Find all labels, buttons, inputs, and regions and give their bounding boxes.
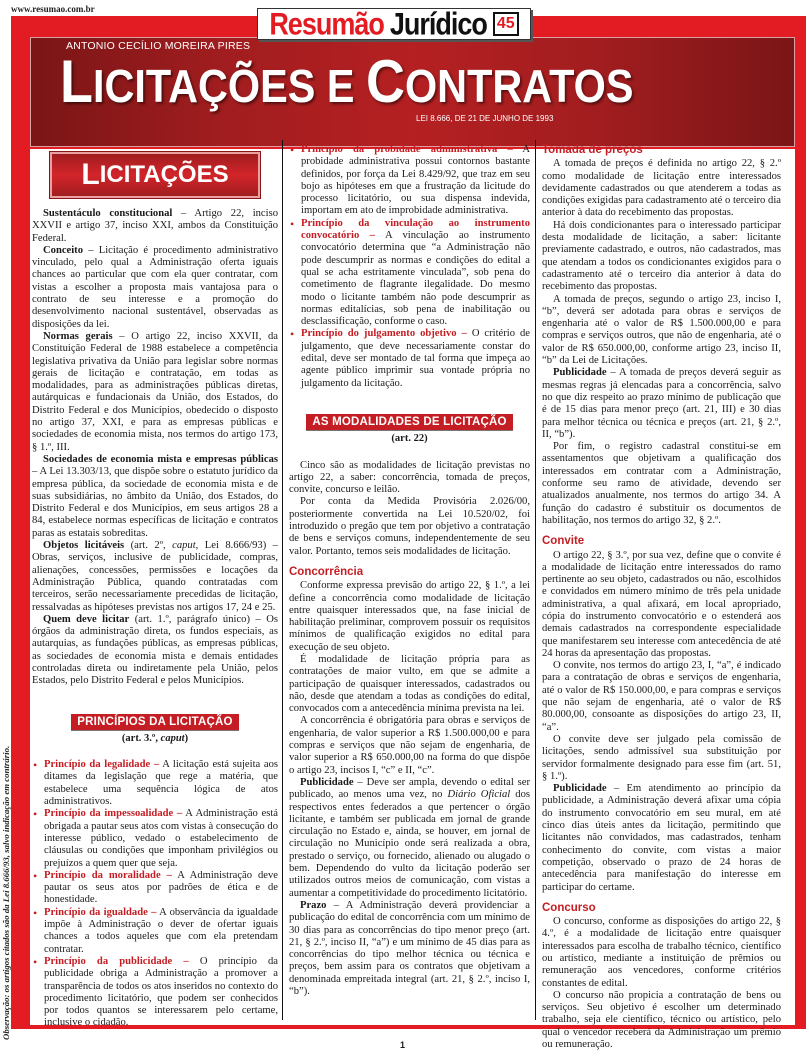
paragraph: O convite, nos termos do artigo 23, I, “a”, é indicado para a contratação de obras e serviços de engenharia, até o valor de R$ 150.000,00, e para compras e serviços que não sejam de engenharia, até o valor de R$ 80.000,00, consoante as disposições do artigo 23, II, “a”. — [542, 660, 781, 733]
paragraph-text: (art. 2º, — [124, 540, 173, 552]
term: Publicidade — [300, 776, 354, 788]
page-number: 1 — [400, 1040, 406, 1050]
author-name: ANTONIO CECÍLIO MOREIRA PIRES — [66, 40, 251, 52]
modalidades-caption: (art. 22) — [391, 433, 428, 445]
italic-term: Diário Oficial — [447, 789, 511, 801]
list-item — [32, 870, 278, 907]
paragraph: Por fim, o registro cadastral constitui-se em assentamentos que objetivam a qualificação dos interessados em contratar com a Administração, conforme seu ramo de atividade, devendo ser atualizados anualmente, nos termos do artigo 34. A função do cadastro é substituir os documentos de habilitação, nos termos do artigo 32, § 2.º. — [542, 441, 781, 526]
paragraph-objetos — [32, 540, 278, 614]
title-rest-2: ONTRATOS — [404, 60, 634, 112]
principle-text: A licitação está sujeita aos ditames da legislação que rege a matéria, que estabelece uma sequência lógica de atos administrativos. — [44, 759, 278, 808]
paragraph-publicidade — [542, 367, 781, 441]
list-item — [289, 328, 530, 389]
subheading-concurso: Concurso — [542, 901, 596, 914]
list-item — [32, 907, 278, 956]
paragraph-text: – Deve ser ampla, devendo o edital ser publicado, ao menos uma vez, no — [289, 776, 530, 801]
paragraph: Conforme expressa previsão do artigo 22, § 1.º, a lei define a concorrência como modalidade de licitação entre quaisquer interessados que, na fase inicial de habilitação preliminar, comprovem possuir os requisitos mínimos de qualificação exigidos no edital para execução de seu objeto. — [289, 580, 530, 653]
paragraph-publicidade — [289, 777, 530, 900]
modalidades-intro: Cinco são as modalidades de licitação previstas no artigo 22, a saber: concorrência, tomada de preços, convite, concurso e leilão. — [289, 459, 530, 496]
column-divider — [535, 140, 536, 1020]
paragraph-text: – A Lei 13.303/13, que dispõe sobre o estatuto jurídico da empresa pública, da sociedade de economia mista e de suas subsidiárias, no âmbito da União, dos Estados, do Distrito Federal e dos Municípios, em seus artigos 28 a 84, estabelece normas específicas de licitação e contratos paras as estatais sobreditas. — [32, 466, 278, 539]
subheading-convite: Convite — [542, 535, 585, 548]
principle-text: A probidade administrativa possui contornos bastante definidos, por força da Lei 8.429/92, que traz em seu bojo as hipóteses em que a frustração da licitude do processo licitatório, ou sua dispensa indevida, importam em ato de improbidade administrativa. — [301, 144, 530, 217]
issue-number: 45 — [493, 12, 519, 36]
caption-italic: caput — [160, 732, 185, 744]
paragraph-conceito — [32, 245, 278, 331]
paragraph-publicidade — [542, 783, 781, 894]
principle-text: O princípio da publicidade obriga a Administração a promover a transparência de todos os atos inseridos no contexto do procedimento licitatório, que podem ser conhecidos por todos quantos se interessarem pelo certame, inclusive o cidadão. — [44, 955, 278, 1029]
principles-list — [32, 759, 278, 1030]
term: Sustentáculo constitucional — [43, 208, 173, 219]
paragraph-sustentaculo — [32, 208, 278, 245]
caption-text: ) — [184, 732, 189, 744]
principle-term: Princípio da igualdade – — [44, 906, 157, 918]
paragraph: A concorrência é obrigatória para obras e serviços de engenharia, de valor superior a R$ 1.500.000,00 e para compras e serviços que não sejam de engenharia, de valor superior a R$ 650.000,00 na forma do que dispõe o artigo 23, incisos I, “c” e II, “c”. — [289, 715, 530, 776]
subheading-concorrencia: Concorrência — [289, 565, 364, 578]
paragraph-text: – Artigo 22, inciso XXVII e artigo 37, inciso XXI, ambos da Constituição Federal. — [32, 208, 278, 244]
logo-resumao: Resumão — [269, 6, 384, 41]
paragraph: O convite deve ser julgado pela comissão de licitações, sendo admissível sua substituição por servidor formalmente designado para esse fim (art. 51, § 1.º). — [542, 733, 781, 782]
paragraph-normas-gerais — [32, 331, 278, 454]
principle-term: Princípio da impessoalidade – — [44, 808, 183, 820]
publication-logo — [257, 8, 531, 40]
principle-text: O critério de julgamento, que deve necessariamente constar do edital, deve ser montado de tal forma que impeça ao agente público imprimir sua vontade própria no julgamento da licitação. — [301, 328, 530, 389]
term: Publicidade — [553, 783, 607, 795]
principle-text: A Administração deve pautar os seus atos por padrões de ética e de honestidade. — [44, 869, 278, 906]
paragraph: O concurso, conforme as disposições do artigo 22, § 4.º, é a modalidade de licitação entre quaisquer interessados para escolha de trabalho técnico, científico ou artístico, mediante a instituição de prêmios ou remuneração aos vencedores, conforme critérios constantes de edital. — [542, 916, 781, 989]
main-title — [60, 47, 633, 116]
principle-term: Princípio do julgamento objetivo – — [301, 328, 467, 340]
section-heading-principios: PRINCÍPIOS DA LICITAÇÃO — [71, 714, 238, 731]
title-rest-1: ICITAÇÕES E — [92, 60, 366, 112]
list-item — [289, 144, 530, 218]
paragraph: A tomada de preços, segundo o artigo 23, inciso I, “b”, deverá ser adotada para obras e serviços de engenharia até o valor de R$ 1.500.000,00 e para compras e serviços outros, que não de engenharia, até o valor de R$ 650.000,00, conforme artigo 23, inciso II, “b” da Lei de Licitações. — [542, 293, 781, 367]
paragraph: O artigo 22, § 3.º, por sua vez, define que o convite é a modalidade de licitação entre interessados do ramo pertinente ao seu objeto, cadastrados ou não, escolhidos e convidados em número mínimo de três pela unidade administrativa, a qual afixará, em local apropriado, cópia do instrumento convocatório e o estenderá aos demais cadastrados na correspondente especialidade que manifestarem seu interesse com antecedência de até 24 horas da apresentação das propostas. — [542, 549, 781, 659]
term: Prazo — [300, 899, 327, 911]
paragraph-text: dos respectivos entes federados a que pertencer o órgão licitante, e também ser publicada em jornal de grande circulação no Estado e, ainda, se houver, em jornal de circulação no Município onde será realizada a obra, prestado o serviço, ou fornecido, alienado ou alugado o bem. Dependendo do vulto da licitação poderão ser utilizados outros meios de comunicação, com vistas a aumentar a competitividade do procedimento licitatório. — [289, 789, 530, 899]
list-item — [289, 218, 530, 329]
column-divider — [282, 140, 283, 1020]
principle-term: Princípio da vinculação ao instrumento convocatório – — [301, 217, 530, 242]
principle-term: Princípio da legalidade – — [44, 759, 160, 771]
column-2 — [289, 144, 530, 998]
term: Sociedades de economia mista e empresas públicas — [43, 453, 278, 465]
paragraph: Há dois condicionantes para o interessado participar desta modalidade de licitação, a saber: licitante previamente cadastrado, e outros, não cadastrados, mas que atendam a todos os condicionantes exigidos para o cadastramento até o terceiro dia anterior à data do recebimento das propostas. — [542, 219, 781, 293]
law-reference: LEI 8.666, DE 21 DE JUNHO DE 1993 — [416, 114, 554, 123]
paragraph-prazo — [289, 900, 530, 998]
list-item — [32, 956, 278, 1030]
paragraph-text: – A Administração deverá providenciar a publicação do edital de concorrência com um mínimo de 30 dias para as concorrências do tipo menor preço (art. 21, § 2.º, inciso II, “a”) e um mínimo de 45 dias para as concorrências do tipo melhor técnica ou técnica e preços, bem assim para os contratos que objetivam a denominada empreitada integral (art. 21, § 2.º, inciso I, “b”). — [289, 899, 530, 997]
list-item — [32, 759, 278, 808]
side-note: Observação: os artigos citados são da Lei 8.666/93, salvo indicação em contrário. — [1, 745, 11, 1040]
paragraph-text: (art. 1.º, parágrafo único) – Os órgãos da administração direta, os fundos especiais, as autarquias, as fundações públicas, as empresas públicas, as sociedades de economia mista e demais entidades controladas direta ou indiretamente pela União, pelos Estados, pelo Distrito Federal e pelos Municípios. — [32, 613, 278, 687]
heading-rest: ICITAÇÕES — [99, 160, 229, 188]
caption-text: (art. 3.º, — [121, 732, 161, 744]
column-1 — [32, 144, 278, 1030]
paragraph: A tomada de preços é definida no artigo 22, § 2.º como modalidade de licitação entre interessados devidamente cadastrados ou que atenderem a todas as condições exigidas para cadastramento até o terceiro dia anterior à data do recebimento das propostas. — [542, 158, 781, 219]
principle-term: Princípio da publicidade – — [44, 955, 189, 967]
term: Normas gerais — [43, 330, 113, 342]
principle-term: Princípio da probidade administrativa – — [301, 144, 513, 155]
paragraph-text: – Em atendimento ao princípio da publicidade, a Administração deverá afixar uma cópia do instrumento convocatório em seu mural, em até cinco dias úteis antes da licitação, permitindo que licitantes não convidados, mas cadastrados, tenham conhecimento do convite, com vistas a maior competição, observado o prazo de 24 horas de antecedência para manifestação do interesse em participar do certame. — [542, 783, 781, 893]
logo-juridico: Jurídico — [389, 6, 487, 41]
principle-text: A observância da igualdade impõe à Administração o dever de ofertar iguais chances a todos aqueles que com ela pretendam contratar. — [44, 906, 278, 955]
paragraph: O concurso não propicia a contratação de bens ou serviços. Seu objetivo é escolher um determinado trabalho, seja ele científico, técnico ou artístico, pelo qual o vencedor receberá da Administração um prêmio ou remuneração. — [542, 989, 781, 1051]
italic-term: caput — [172, 540, 196, 552]
principle-text: A vinculação ao instrumento convocatório determina que “a Administração não pode descumprir as normas e condições do edital a qual se acha estritamente vinculada”, sob pena do cometimento de flagrante ilegalidade. Do mesmo modo o licitante também não pode descumprir as normas editalícias, sob pena de inabilitação ou desclassificação, conforme o caso. — [301, 230, 530, 328]
paragraph-text: – O artigo 22, inciso XXVII, da Constituição Federal de 1988 estabelece a competência legislativa privativa da União para legislar sobre normas gerais de licitação e contratação, em todas as modalidades, para as administrações públicas diretas, autárquicas e fundacionais da União, dos Estados, do Distrito Federal e dos Municípios, obedecido o disposto no artigo 37, XXI, e para as empresas públicas e sociedades de economia mista, nos termos do artigo 173, § 1.º, III. — [32, 330, 278, 453]
title-initial-l: L — [60, 48, 93, 115]
paragraph-sociedades — [32, 454, 278, 540]
paragraph-text: , Lei 8.666/93) – Obras, serviços, inclusive de publicidade, compras, alienações, concessões, permissões e locações da Administração Pública, quando contratadas com terceiros, serão necessariamente precedidas de licitação, ressalvadas as hipóteses previstas nos artigos 17, 24 e 25. — [32, 540, 278, 613]
paragraph-text: – Licitação é procedimento administrativo vinculado, pelo qual a Administração oferta iguais chances ao particular que com ela quer contratar, com vistas a escolher a proposta mais vantajosa para o contrato de seu interesse e a promoção do desenvolvimento nacional sustentável, observadas as disposições da lei. — [32, 244, 278, 330]
paragraph-text: – A tomada de preços deverá seguir as mesmas regras já elencadas para a concorrência, salvo no que diz respeito ao prazo mínimo de publicação que é de 15 dias para menor preço (art. 21, III) e 30 dias para melhor técnica ou técnica e preços (art. 21, § 2.º, II, “b”). — [542, 367, 781, 440]
term: Publicidade — [553, 367, 607, 379]
section-heading-licitacoes — [50, 152, 260, 198]
subheading-tomada-de-precos: Tomada de preços — [542, 144, 643, 156]
heading-initial: L — [81, 157, 100, 191]
paragraph-quem-deve — [32, 614, 278, 688]
principle-text: A Administração está obrigada a pautar seus atos com vistas à consecução do interesse público, vedado o estabelecimento de cláusulas ou condições que imponham privilégios ou prejuízos a quem quer que seja. — [44, 808, 278, 869]
paragraph: É modalidade de licitação própria para as contratações de maior vulto, em que se admite a participação de quaisquer interessados, cadastrados ou não, desde que atendam a todas as condições do edital, convocados com a antecedência mínima prevista na lei. — [289, 653, 530, 715]
modalidades-intro: Por conta da Medida Provisória 2.026/00, posteriormente convertida na Lei 10.520/02, foi introduzido o pregão que tem por objetivo a contratação de bens e serviços comuns, independentemente de seu valor. Portanto, temos seis modalidades de licitação. — [289, 496, 530, 557]
principles-list-continued — [289, 144, 530, 390]
term: Conceito — [43, 244, 84, 256]
column-3 — [542, 144, 781, 1051]
title-initial-c: C — [365, 48, 405, 115]
site-url[interactable]: www.resumao.com.br — [11, 4, 95, 14]
section-heading-modalidades: AS MODALIDADES DE LICITAÇÃO — [306, 414, 512, 431]
term: Quem deve licitar — [43, 613, 130, 625]
list-item — [32, 808, 278, 869]
principle-term: Princípio da moralidade – — [44, 869, 172, 881]
principios-caption — [32, 733, 278, 745]
term: Objetos licitáveis — [43, 540, 125, 552]
